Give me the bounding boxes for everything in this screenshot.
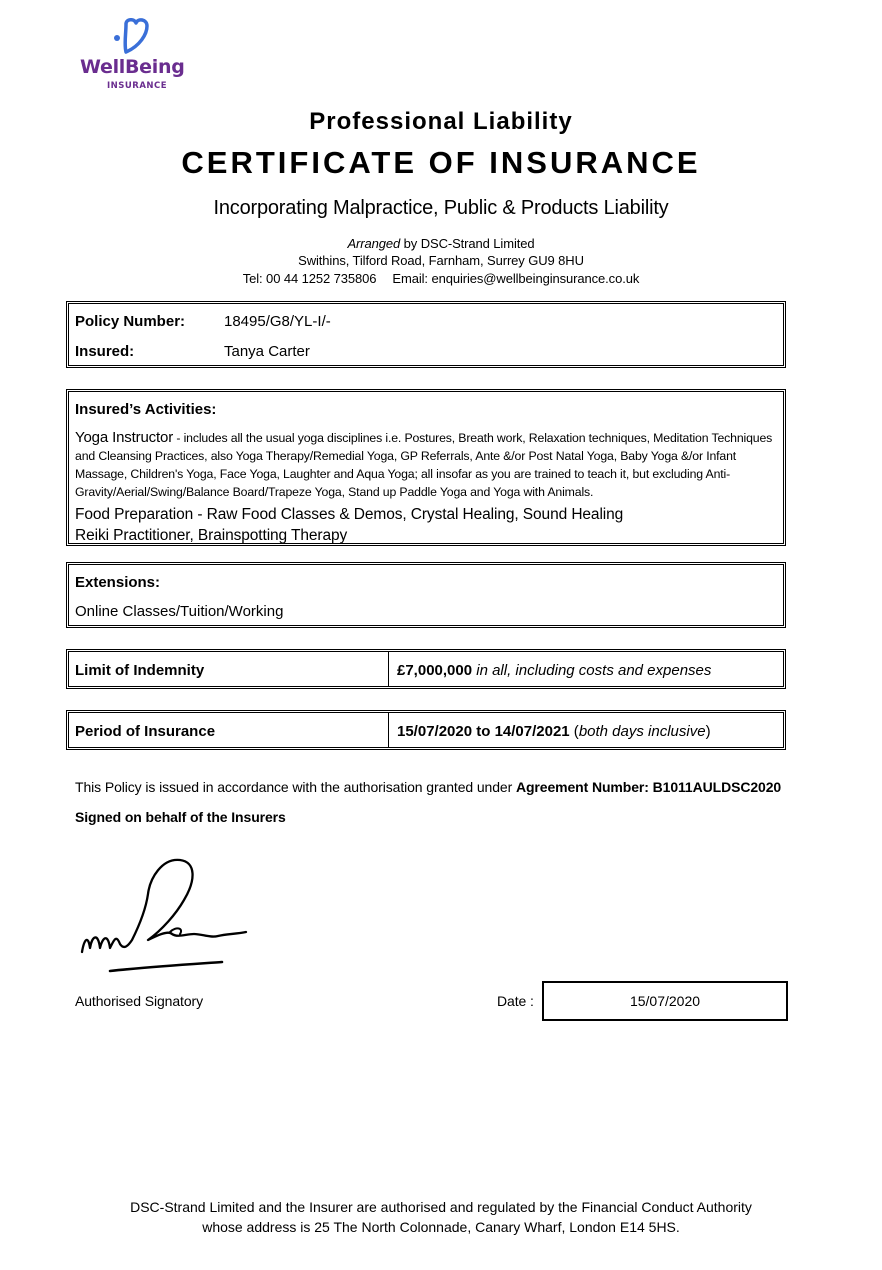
limit-label: Limit of Indemnity [75, 662, 205, 679]
extensions-label: Extensions: [75, 574, 161, 591]
limit-box [66, 649, 786, 689]
period-label: Period of Insurance [75, 723, 216, 740]
limit-value [397, 662, 711, 679]
insured-label: Insured: [75, 343, 135, 360]
period-box [66, 710, 786, 750]
footer-line-2: whose address is 25 The North Colonnade, Canary Wharf, London E14 5HS. [202, 1219, 680, 1235]
insured-value: Tanya Carter [224, 343, 310, 360]
activities-box [66, 389, 786, 546]
logo-wordmark: WellBeing [80, 56, 185, 78]
agreement-number: Agreement Number: B1011AULDSC2020 [515, 779, 782, 795]
title-certificate: CERTIFICATE OF INSURANCE [181, 145, 701, 180]
period-paren-open: ( [569, 723, 579, 740]
subtitle: Incorporating Malpractice, Public & Products Liability [213, 197, 669, 219]
arranged-rest: by DSC-Strand Limited [400, 236, 535, 251]
address: Swithins, Tilford Road, Farnham, Surrey GU9 8HU [298, 253, 584, 268]
limit-rest: in all, including costs and expenses [472, 662, 712, 679]
title-professional-liability: Professional Liability [309, 108, 573, 135]
date-value-box [542, 981, 788, 1021]
period-value [397, 723, 711, 740]
authorisation-statement: This Policy is issued in accordance with the authorisation granted under [75, 779, 516, 795]
authorisation-text [75, 779, 781, 795]
heart-logo-icon [112, 18, 162, 56]
limit-divider [388, 652, 389, 686]
policy-box [66, 301, 786, 368]
activities-line-2: Food Preparation - Raw Food Classes & Demos, Crystal Healing, Sound Healing [75, 506, 624, 523]
period-dates: 15/07/2020 to 14/07/2021 [397, 723, 570, 740]
limit-amount: £7,000,000 [397, 662, 473, 679]
extensions-box [66, 562, 786, 628]
email: Email: enquiries@wellbeinginsurance.co.uk [392, 271, 640, 286]
handwritten-signature [76, 852, 256, 977]
period-note: both days inclusive [578, 723, 706, 740]
period-paren-close: ) [705, 723, 711, 740]
activities-line-3: Reiki Practitioner, Brainspotting Therapy [75, 527, 348, 544]
period-divider [388, 713, 389, 747]
authorised-signatory-label: Authorised Signatory [75, 993, 203, 1009]
date-value: 15/07/2020 [629, 993, 701, 1009]
policy-number-value: 18495/G8/YL-I/- [224, 313, 331, 330]
policy-number-label: Policy Number: [75, 313, 186, 330]
contact-line [0, 271, 882, 286]
activity-detail: - includes all the usual yoga disciplines i.e. Postures, Breath work, Relaxation techniques, Meditation Techniques and Cleansing Practices, also Yoga Therapy/Remedial Yoga, GP Referrals, Ante &/or Post Natal Yoga, Baby Yoga &/or Infant Massage, Children's Yoga, Face Yoga, Laughter and Aqua Yoga; all insofar as you are trained to teach it, but excluding Anti-Gravity/Aerial/Swing/Balance Board/Trapeze Yoga, Stand up Paddle Yoga and Yoga with Animals. [75, 431, 773, 499]
activity-lead: Yoga Instructor [75, 429, 174, 446]
signed-on-behalf: Signed on behalf of the Insurers [75, 809, 286, 825]
footer-line-1: DSC-Strand Limited and the Insurer are authorised and regulated by the Financial Conduct Authority [130, 1199, 752, 1215]
extensions-value: Online Classes/Tuition/Working [75, 603, 284, 620]
arranged-prefix: Arranged [347, 236, 401, 251]
activities-label: Insured’s Activities: [75, 401, 217, 418]
logo-subtext: INSURANCE [107, 81, 168, 91]
date-label: Date : [497, 993, 534, 1009]
telephone: Tel: 00 44 1252 735806 [242, 271, 377, 286]
activities-description [75, 429, 785, 501]
wellbeing-logo [78, 18, 198, 94]
arranged-by [0, 236, 882, 251]
